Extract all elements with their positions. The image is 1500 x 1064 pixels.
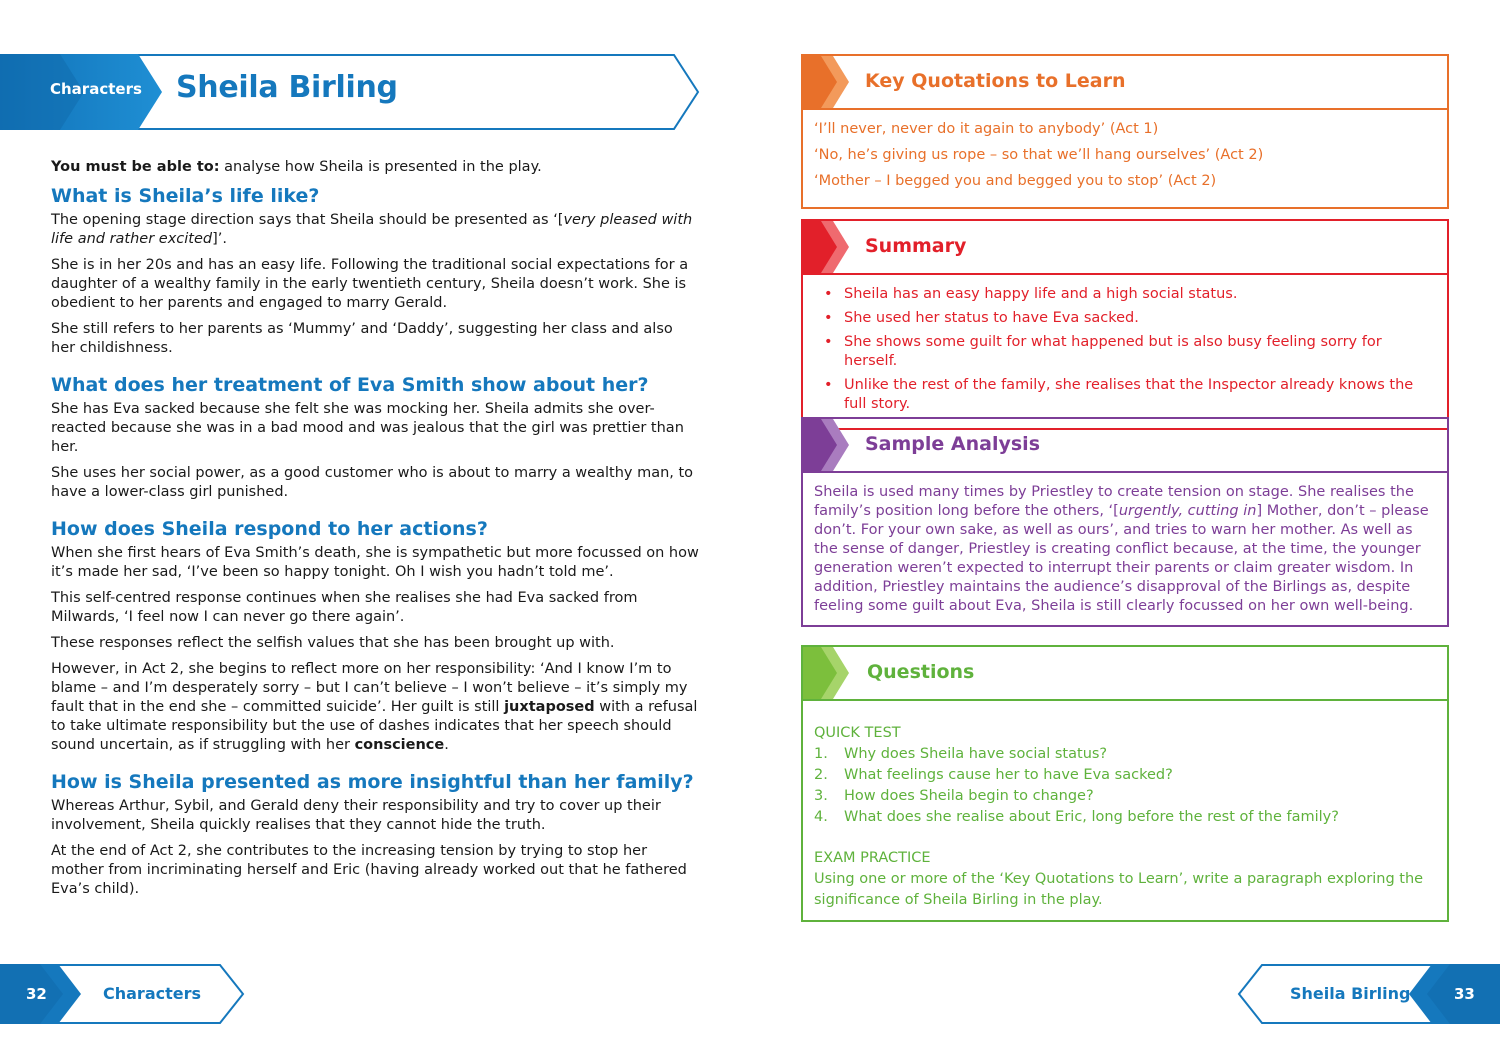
arrow-tab-icon bbox=[803, 647, 853, 699]
paragraph: When she first hears of Eva Smith’s death, she is sympathetic but more focussed on how it’s made her sad, ‘I’ve been so happy tonight. Oh I wish you hadn’t told me’. bbox=[51, 545, 699, 580]
paragraph: However, in Act 2, she begins to reflect more on her responsibility: ‘And I know I’m to blame – and I’m desperately sorry – but I can’t believe – I won’t believe – it’s simply my fault that in the end she – committed suicide’. Her guilt is still juxtaposed with a refusal to take ultimate responsibility but the use of dashes indicates that her speech should sound uncertain, as if struggling with her conscience. bbox=[51, 661, 698, 753]
paragraph: The opening stage direction says that Sheila should be presented as ‘[very pleased with life and rather excited]’. bbox=[51, 212, 693, 247]
quotation: ‘No, he’s giving us rope – so that we’ll hang ourselves’ (Act 2) bbox=[814, 147, 1264, 163]
key-term: juxtaposed bbox=[504, 699, 595, 715]
list-item: • She used her status to have Eva sacked. bbox=[814, 309, 1436, 328]
analysis-text: Sheila is used many times by Priestley to create tension on stage. She realises the family’s position long before the others, ‘[urgently, cutting in] Mother, don’t – please don’t. For your own sake, as well as ours’, and tries to warn her mother. As well as the sense of danger, Priestley is creating conflict because, at the time, the younger generation weren’t expected to interrupt their parents or claim greater wisdom. In addition, Priestley maintains the audience’s disapproval of the Birlings as, despite feeling some guilt about Eva, Sheila is still clearly focussed on her own well-being. bbox=[814, 484, 1429, 614]
section-response bbox=[51, 517, 699, 755]
list-item: • She shows some guilt for what happened but is also busy feeling sorry for herself. bbox=[814, 333, 1436, 371]
question-item: 3. How does Sheila begin to change? bbox=[814, 788, 1094, 804]
paragraph: This self-centred response continues when she realises she had Eva sacked from Milwards, ‘I feel now I can never go there again’. bbox=[51, 590, 638, 625]
section-heading: What is Sheila’s life like? bbox=[51, 185, 320, 207]
section-treatment bbox=[51, 373, 699, 502]
arrow-tab-icon bbox=[803, 221, 853, 273]
section-heading: How is Sheila presented as more insightful than her family? bbox=[51, 771, 694, 793]
box-title: Sample Analysis bbox=[865, 433, 1040, 455]
page-title: Sheila Birling bbox=[176, 70, 398, 105]
paragraph: She still refers to her parents as ‘Mummy’ and ‘Daddy’, suggesting her class and also her childishness. bbox=[51, 321, 673, 356]
question-item: 1. Why does Sheila have social status? bbox=[814, 746, 1108, 762]
footer-title-label: Sheila Birling bbox=[1290, 984, 1411, 1003]
footer-section-label: Characters bbox=[103, 984, 202, 1003]
footer-left-tab bbox=[0, 964, 245, 1024]
question-item: 2. What feelings cause her to have Eva sacked? bbox=[814, 767, 1173, 783]
summary-box bbox=[801, 219, 1449, 430]
learning-objective: You must be able to: analyse how Sheila is presented in the play. bbox=[51, 159, 542, 175]
footer-right-tab bbox=[1236, 964, 1500, 1024]
questions-box bbox=[801, 645, 1449, 922]
sample-analysis-box bbox=[801, 417, 1449, 627]
list-item: • Unlike the rest of the family, she realises that the Inspector already knows the full story. bbox=[814, 376, 1436, 414]
quick-test-label: QUICK TEST bbox=[814, 725, 901, 741]
exam-practice-text: Using one or more of the ‘Key Quotations to Learn’, write a paragraph exploring the significance of Sheila Birling in the play. bbox=[814, 871, 1424, 908]
paragraph: She has Eva sacked because she felt she was mocking her. Sheila admits she over-reacted because she was in a bad mood and was jealous that the girl was prettier than her. bbox=[51, 401, 684, 455]
box-title: Questions bbox=[867, 661, 975, 683]
quick-test-list bbox=[814, 744, 1436, 828]
paragraph: She is in her 20s and has an easy life. Following the traditional social expectations for a daughter of a wealthy family in the early twentieth century, Sheila doesn’t work. She is obedient to her parents and engaged to marry Gerald. bbox=[51, 257, 689, 311]
key-quotations-box bbox=[801, 54, 1449, 209]
header-section-label: Characters bbox=[50, 80, 142, 98]
paragraph: She uses her social power, as a good customer who is about to marry a wealthy man, to have a lower-class girl punished. bbox=[51, 465, 694, 500]
box-title: Summary bbox=[865, 235, 967, 257]
arrow-tab-icon bbox=[803, 419, 853, 471]
question-item: 4. What does she realise about Eric, long before the rest of the family? bbox=[814, 809, 1339, 825]
section-heading: What does her treatment of Eva Smith show about her? bbox=[51, 374, 649, 396]
section-life bbox=[51, 184, 699, 358]
section-insight bbox=[51, 770, 699, 899]
page-number: 32 bbox=[26, 985, 47, 1003]
chapter-header bbox=[0, 54, 700, 130]
quotation: ‘Mother – I begged you and begged you to stop’ (Act 2) bbox=[814, 173, 1217, 189]
page-number: 33 bbox=[1454, 985, 1475, 1003]
arrow-tab-icon bbox=[803, 56, 853, 108]
list-item: • Sheila has an easy happy life and a high social status. bbox=[814, 285, 1436, 304]
summary-list bbox=[814, 285, 1436, 414]
key-term: conscience bbox=[354, 737, 445, 753]
paragraph: Whereas Arthur, Sybil, and Gerald deny their responsibility and try to cover up their involvement, Sheila quickly realises that they cannot hide the truth. bbox=[51, 798, 661, 833]
paragraph: At the end of Act 2, she contributes to the increasing tension by trying to stop her mother from incriminating herself and Eric (having already worked out that he fathered Eva’s child). bbox=[51, 843, 687, 897]
quotation: ‘I’ll never, never do it again to anybody’ (Act 1) bbox=[814, 121, 1159, 137]
main-text-column bbox=[51, 158, 699, 914]
exam-practice-label: EXAM PRACTICE bbox=[814, 850, 931, 866]
paragraph: These responses reflect the selfish values that she has been brought up with. bbox=[51, 635, 615, 651]
section-heading: How does Sheila respond to her actions? bbox=[51, 518, 488, 540]
box-title: Key Quotations to Learn bbox=[865, 70, 1126, 92]
